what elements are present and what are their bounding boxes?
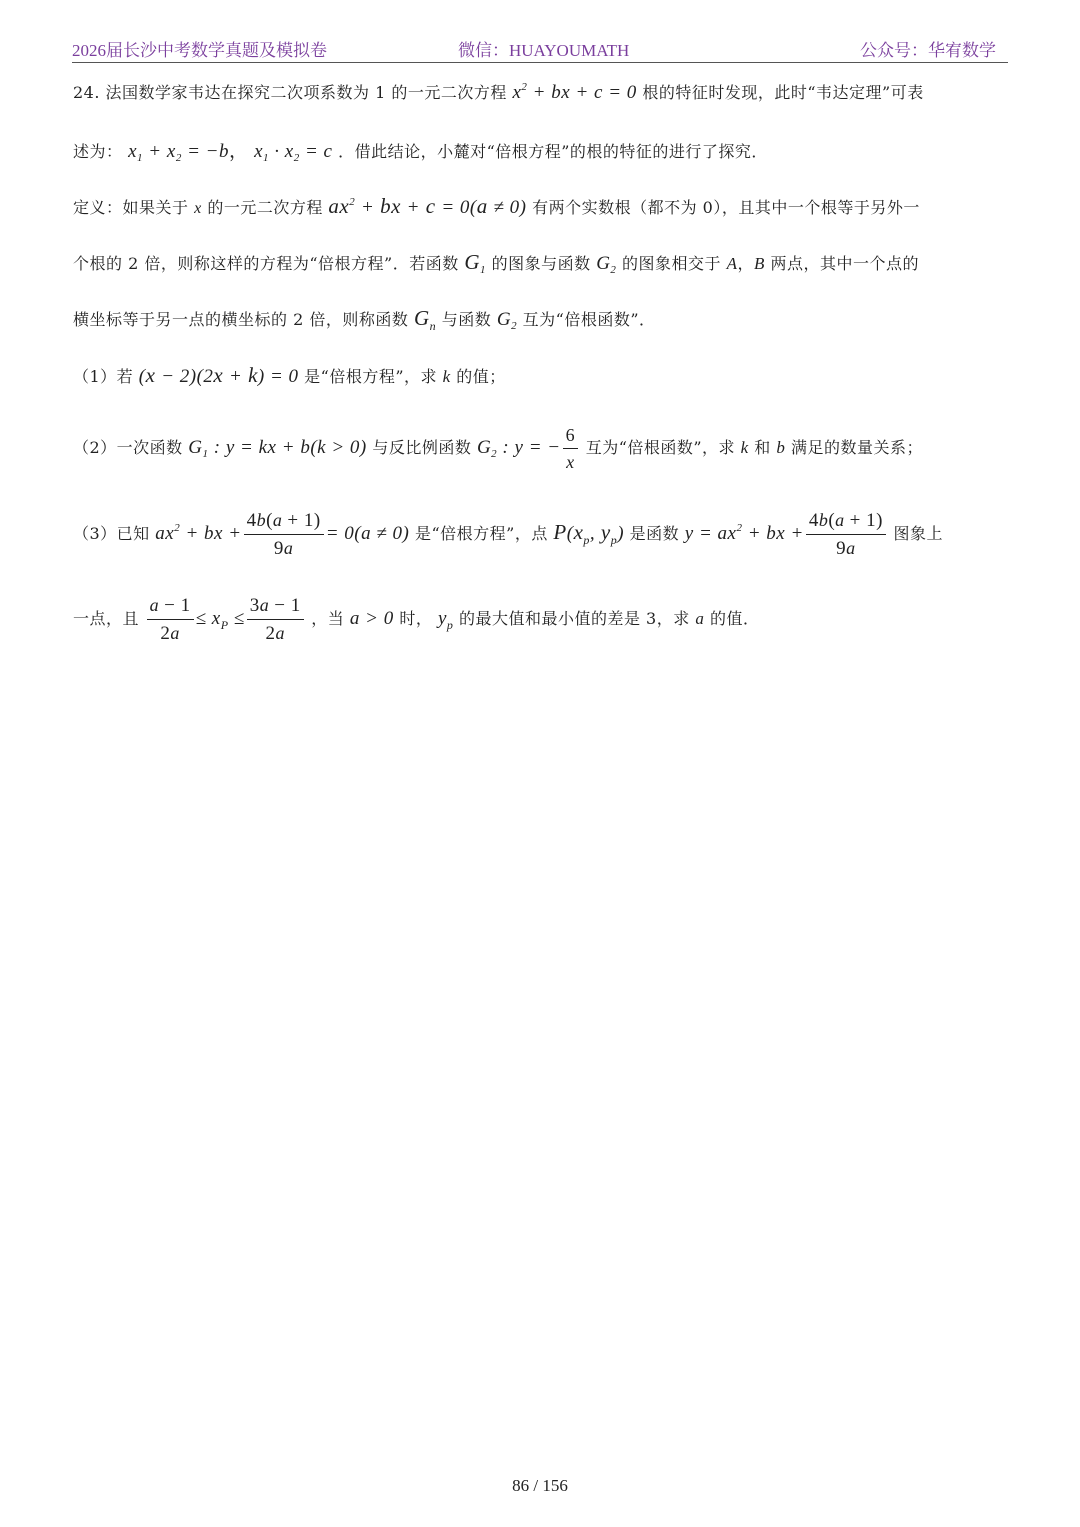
problem-intro-line-2: 述为： $x_1 + x_2 = -b$， $x_1 \cdot x_2 = c$ ．借此结论，小麓对“倍根方程”的根的特征的进行了探究． xyxy=(73,141,768,164)
vieta-product: $x_1 \cdot x_2 = c$ xyxy=(254,141,333,164)
definition-text-10: 互为“倍根函数”． xyxy=(522,310,656,329)
equation-quadratic-monic: $x^2$ + bx + c = 0 xyxy=(512,81,637,103)
q1-text-2: 是“倍根方程”，求 xyxy=(304,367,438,386)
q2-text-4: 和 xyxy=(754,438,771,457)
q3-upper-bound: $\frac{3a - 1}{2a}$ xyxy=(247,592,304,647)
q3-lower-bound: $\frac{a - 1}{2a}$ xyxy=(147,592,194,647)
definition-text-2: 的一元二次方程 xyxy=(207,198,323,217)
definition-text-3: 有两个实数根（都不为 0），且其中一个根等于另外一 xyxy=(532,198,920,217)
header-account: 公众号：华宥数学 xyxy=(860,41,996,60)
q3-text-7: 时， xyxy=(399,609,433,628)
definition-text-8: 横坐标等于另一点的横坐标的 2 倍，则称函数 xyxy=(73,310,409,329)
definition-text-7: 两点，其中一个点的 xyxy=(770,254,920,273)
intro-text-4: ．借此结论，小麓对“倍根方程”的根的特征的进行了探究． xyxy=(338,142,768,161)
header-title: 2026届长沙中考数学真题及模拟卷 xyxy=(72,41,327,60)
q3-function: $y = ax^2$ + bx + xyxy=(684,522,804,544)
page-number: 86 / 156 xyxy=(512,1476,568,1495)
q2-text-1: （2）一次函数 xyxy=(73,438,183,457)
q3-fraction-1: $\frac{4b(a + 1)}{9a}$ xyxy=(244,507,324,562)
q3-text-9: 的值． xyxy=(709,609,760,628)
q3-text-3: 是函数 xyxy=(629,524,680,543)
intro-text-1: 24. 法国数学家韦达在探究二次项系数为 1 的一元二次方程 xyxy=(73,83,507,102)
vieta-formula: $x_1 + x_2 = -b$ xyxy=(128,141,229,164)
definition-text-4: 个根的 2 倍，则称这样的方程为“倍根方程”．若函数 xyxy=(73,254,459,273)
q1-text-3: 的值； xyxy=(456,367,506,386)
question-3-line-1: （3）已知 $ax^2$ + bx + $\frac{4b(a + 1)}{9a}$ = 0(a ≠ 0) 是“倍根方程”，点 $P(x_p$, $y_p$) 是函数 $y = ax^2$ + bx + $\frac{4b(a + 1)}{9a}$ 图象上 xyxy=(73,507,943,562)
definition-text-6: 的图象相交于 xyxy=(622,254,722,273)
definition-line-1: 定义：如果关于 x 的一元二次方程 $ax^2$ + bx + c = 0(a ≠ 0) 有两个实数根（都不为 0），且其中一个根等于另外一 xyxy=(73,194,920,218)
definition-line-3: 横坐标等于另一点的横坐标的 2 倍，则称函数 $G_n$ 与函数 $G_2$ 互为“倍根函数”． xyxy=(73,306,656,333)
q3-text-8: 的最大值和最小值的差是 3，求 xyxy=(458,609,690,628)
q1-equation: (x − 2)(2x + k) = 0 xyxy=(138,363,299,387)
q3-text-4: 图象上 xyxy=(893,524,944,543)
question-2: （2）一次函数 $G_1$ : y = kx + b(k > 0) 与反比例函数 $G_2$ : y = − $\frac{6}{x}$ 互为“倍根函数”，求 k 和 b 满足的数量关系； xyxy=(73,422,923,475)
q3-fraction-2: $\frac{4b(a + 1)}{9a}$ xyxy=(806,507,886,562)
intro-text-3: 述为： xyxy=(73,142,123,161)
header-wechat: 微信：HUAYOUMATH xyxy=(458,41,630,60)
q3-text-1: （3）已知 xyxy=(73,524,150,543)
question-3-line-2: 一点，且 $\frac{a - 1}{2a}$ ≤ $x_P$ ≤ $\frac{3a - 1}{2a}$ ，当 a > 0 时， $y_p$ 的最大值和最小值的差是 3，求 a 的值． xyxy=(73,592,759,647)
q1-text-1: （1）若 xyxy=(73,367,134,386)
q2-linear-function: $G_1$ : y = kx + b(k > 0) xyxy=(188,437,367,460)
q3-equation: $ax^2$ + bx + xyxy=(155,522,242,544)
q3-text-5: 一点，且 xyxy=(73,609,140,628)
definition-text-9: 与函数 xyxy=(441,310,492,329)
definition-text-1: 定义：如果关于 xyxy=(73,198,189,217)
q3-text-6: ，当 xyxy=(311,609,345,628)
q2-text-2: 与反比例函数 xyxy=(372,438,472,457)
q3-text-2: 是“倍根方程”，点 xyxy=(414,524,548,543)
q2-inverse-function: $G_2$ : y = − xyxy=(476,437,561,460)
equation-general-quadratic: $ax^2$ + bx + c = 0(a ≠ 0) xyxy=(328,194,527,218)
question-1: （1）若 (x − 2)(2x + k) = 0 是“倍根方程”，求 k 的值； xyxy=(73,363,506,387)
point-p: $P(x_p$, $y_p$) xyxy=(553,520,625,547)
definition-text-5: 的图象与函数 xyxy=(491,254,591,273)
intro-text-2: 根的特征时发现，此时“韦达定理”可表 xyxy=(642,83,924,102)
q2-text-5: 满足的数量关系； xyxy=(791,438,924,457)
page-header xyxy=(72,32,1008,63)
problem-intro-line-1 xyxy=(73,80,924,104)
q2-text-3: 互为“倍根函数”，求 xyxy=(585,438,736,457)
q2-fraction: $\frac{6}{x}$ xyxy=(563,422,579,475)
definition-line-2: 个根的 2 倍，则称这样的方程为“倍根方程”．若函数 $G_1$ 的图象与函数 $G_2$ 的图象相交于 A，B 两点，其中一个点的 xyxy=(73,250,920,276)
